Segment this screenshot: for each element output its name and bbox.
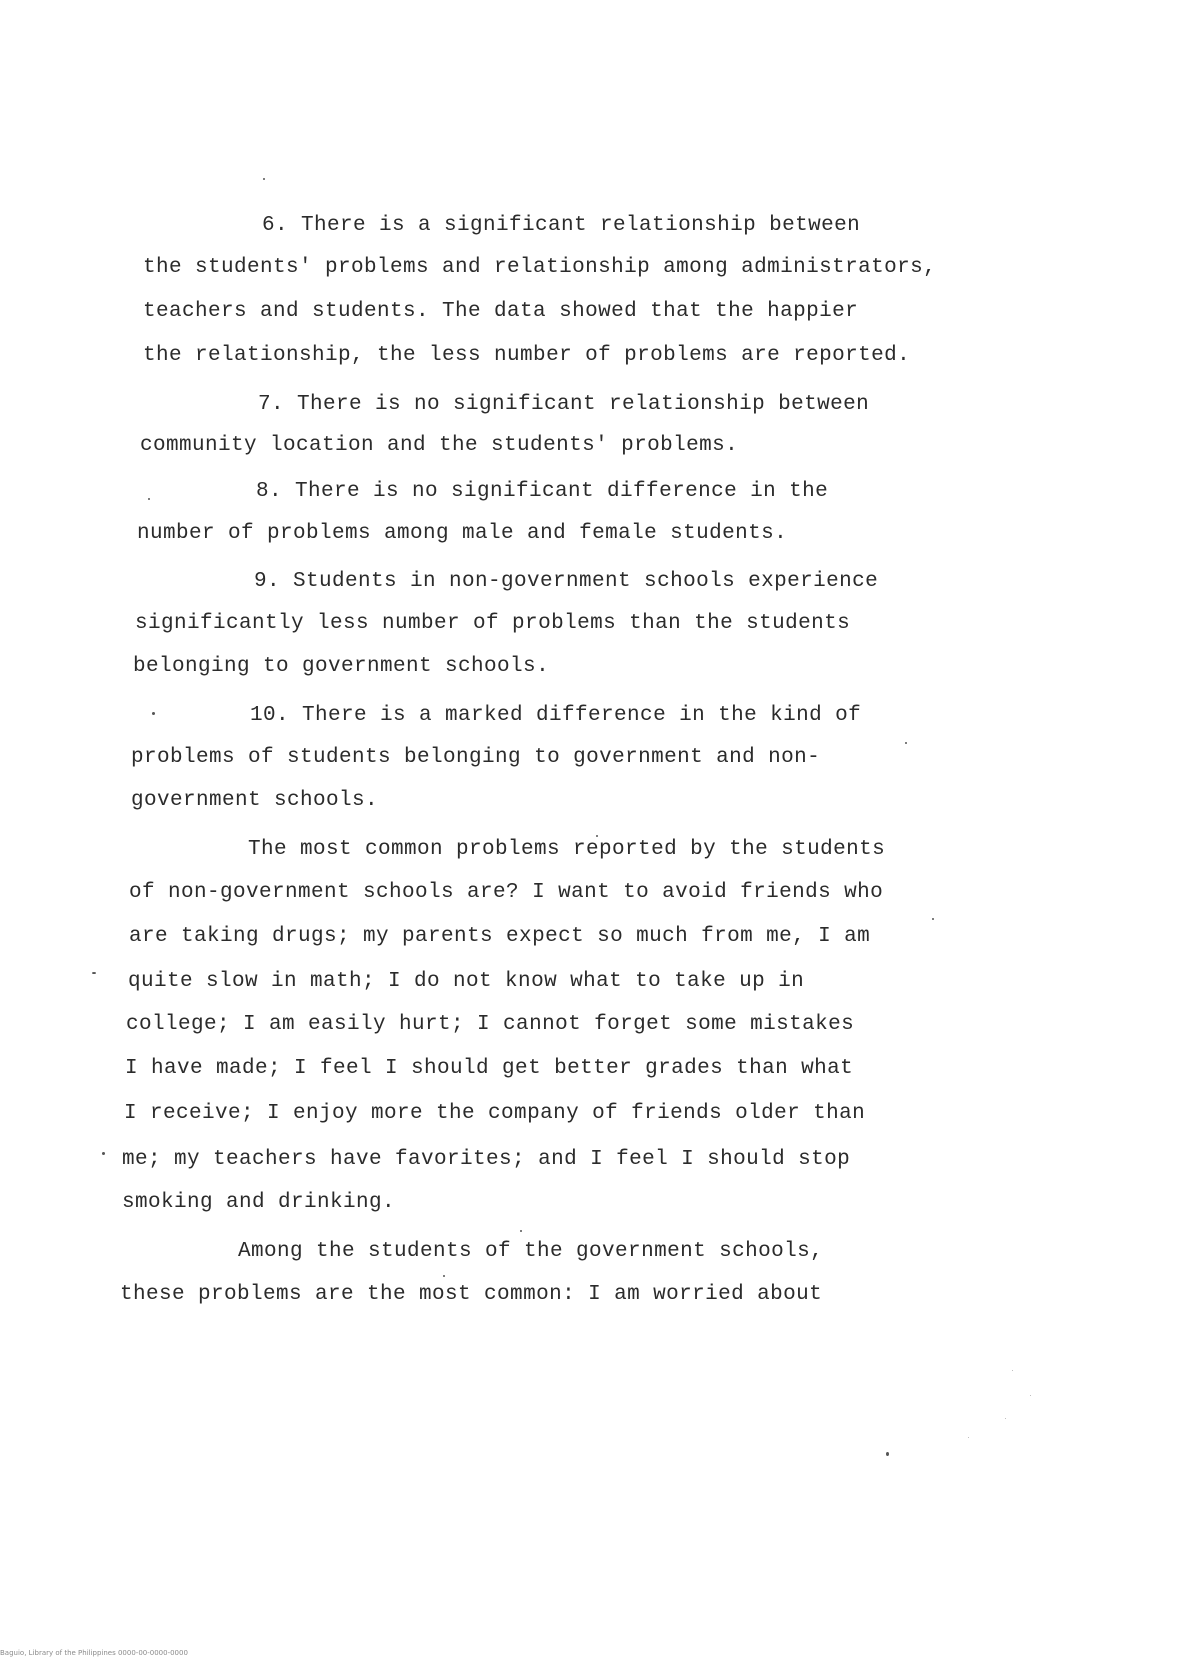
text-line: teachers and students. The data showed that the happier — [143, 300, 859, 323]
text-line: Among the students of the government schools, — [238, 1240, 824, 1263]
scan-speck — [1012, 1370, 1013, 1371]
scan-speck — [102, 1152, 105, 1155]
text-line: college; I am easily hurt; I cannot forget some mistakes — [126, 1013, 855, 1036]
text-line: of non-government schools are? I want to avoid friends who — [129, 881, 884, 904]
text-line: The most common problems reported by the students — [248, 838, 886, 861]
text-line: community location and the students' problems. — [140, 434, 739, 457]
text-line: are taking drugs; my parents expect so much from me, I am — [129, 925, 871, 948]
scan-speck — [520, 1230, 522, 1232]
scan-speck — [263, 178, 265, 180]
text-line: these problems are the most common: I am worried about — [120, 1283, 823, 1306]
scan-speck — [1030, 1395, 1031, 1396]
text-line: government schools. — [131, 789, 379, 812]
scan-speck — [932, 918, 934, 920]
scan-speck — [148, 498, 150, 500]
text-line: 8. There is no significant difference in the — [256, 480, 829, 503]
scan-footer: Baguio, Library of the Philippines 0000-00-0000-0000 — [0, 1649, 188, 1657]
scan-speck — [92, 972, 96, 974]
text-line: the relationship, the less number of problems are reported. — [143, 344, 911, 367]
scan-speck — [968, 1437, 969, 1438]
text-line: I receive; I enjoy more the company of friends older than — [124, 1102, 866, 1125]
scan-speck — [905, 742, 907, 744]
text-line: 6. There is a significant relationship between — [262, 214, 861, 237]
text-line: number of problems among male and female students. — [137, 522, 788, 545]
text-line: the students' problems and relationship among administrators, — [143, 256, 937, 279]
text-line: me; my teachers have favorites; and I feel I should stop — [122, 1148, 851, 1171]
text-line: 7. There is no significant relationship between — [258, 393, 870, 416]
text-line: 10. There is a marked difference in the kind of — [250, 704, 862, 727]
text-line: belonging to government schools. — [133, 655, 550, 678]
text-line: quite slow in math; I do not know what to take up in — [128, 970, 805, 993]
scan-speck — [152, 712, 155, 715]
scan-speck — [886, 1452, 889, 1456]
scan-speck — [1005, 1418, 1006, 1419]
scan-speck — [443, 1275, 445, 1277]
text-line: I have made; I feel I should get better grades than what — [125, 1057, 854, 1080]
text-line: smoking and drinking. — [122, 1191, 396, 1214]
text-line: significantly less number of problems than the students — [135, 612, 851, 635]
scan-speck — [596, 835, 598, 837]
text-line: 9. Students in non-government schools experience — [254, 570, 879, 593]
text-line: problems of students belonging to government and non- — [131, 746, 821, 769]
